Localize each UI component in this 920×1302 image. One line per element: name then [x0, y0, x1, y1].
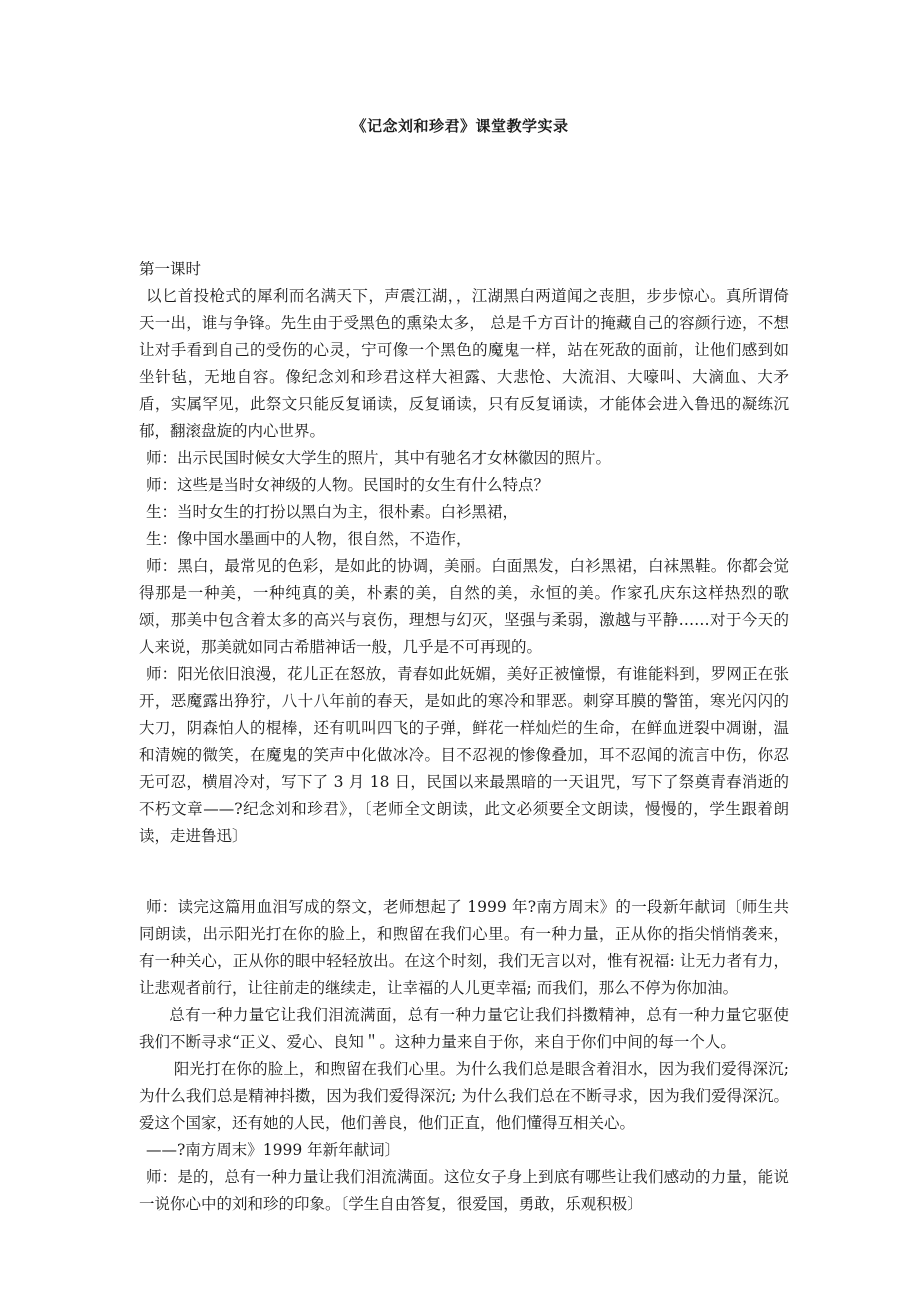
- paragraph-student-answer-1: 生：当时女生的打扮以黑白为主，很朴素。白衫黑裙，: [145, 503, 518, 521]
- paragraph-student-answer-2: 生：像中国水墨画中的人物，很自然，不造作，: [145, 530, 472, 548]
- paragraph-teacher-new-year: 师：读完这篇用血泪写成的祭文，老师想起了 1999 年?南方周末》的一段新年献词〔师生共同朗读，出示阳光打在你的脸上，和煦留在我们心里。有一种力量，正从你的指尖悄悄袭来，有一种关心，正从你的眼中轻轻放出。在这个时刻，我们无言以对，惟有祝福: 让无力者有力，让悲观者前行，让往前走的继续走，让幸福的人儿更幸福; 而我们，那么不停为你加油。: [139, 898, 789, 997]
- lesson-heading: 第一课时: [139, 260, 202, 278]
- paragraph-source-attribution: ——?南方周末》1999 年新年献词〕: [145, 1141, 401, 1159]
- paragraph-teacher-sunshine: 师：阳光依旧浪漫，花儿正在怒放，青春如此妩媚，美好正被憧憬，有谁能料到，罗网正在张开，恶魔露出狰狞，八十八年前的春天，是如此的寒冷和罪恶。刺穿耳膜的警笛，寒光闪闪的大刀，阴森怕人的棍棒，还有叽叫四飞的子弹，鲜花一样灿烂的生命，在鲜血迸裂中凋谢，温和清婉的微笑，在魔鬼的笑声中化做冰冷。目不忍视的惨像叠加，耳不忍闻的流言中伤，你忍无可忍，横眉冷对，写下了 3 月 18 日，民国以来最黑暗的一天诅咒，写下了祭奠青春消逝的不朽文章——?纪念刘和珍君》，〔老师全文朗读，此文必须要全文朗读，慢慢的，学生跟着朗读，走进鲁迅〕: [139, 665, 789, 845]
- document-body: [139, 256, 789, 1218]
- document-title: 《记念刘和珍君》课堂教学实录: [351, 117, 569, 135]
- paragraph-intro: 以匕首投枪式的犀利而名满天下，声震江湖，，江湖黑白两道闻之丧胆，步步惊心。真所谓倚天一出，谁与争锋。先生由于受黑色的熏染太多， 总是千方百计的掩藏自己的容颜行迹，不想让对手看到自己的受伤的心灵，宁可像一个黑色的魔鬼一样，站在死敌的面前，让他们感到如坐针毡，无地自容。像纪念刘和珍君这样大袒露、大悲怆、大流泪、大嚎叫、大滴血、大矛盾，实属罕见，此祭文只能反复诵读，反复诵读，只有反复诵读，才能体会进入鲁迅的凝练沉郁，翻滚盘旋的内心世界。: [139, 287, 789, 440]
- paragraph-teacher-photo: 师：出示民国时候女大学生的照片，其中有驰名才女林徽因的照片。: [145, 449, 611, 467]
- paragraph-power-tears: 总有一种力量它让我们泪流满面，总有一种力量它让我们抖擞精神，总有一种力量它驱使我们不断寻求“正义、爱心、良知＂。这种力量来自于你，来自于你们中间的每一个人。: [139, 1006, 789, 1051]
- paragraph-sunshine-face: 阳光打在你的脸上，和煦留在我们心里。为什么我们总是眼含着泪水，因为我们爱得深沉; 为什么我们总是精神抖擞，因为我们爱得深沉; 为什么我们总在不断寻求，因为我们爱得深沉。爱这个国家，还有她的人民，他们善良，他们正直，他们懂得互相关心。: [139, 1060, 789, 1132]
- paragraph-teacher-question: 师：这些是当时女神级的人物。民国时的女生有什么特点？: [145, 476, 549, 494]
- paragraph-teacher-black-white: 师：黑白，最常见的色彩，是如此的协调，美丽。白面黑发，白衫黑裙，白袜黑鞋。你都会觉得那是一种美，一种纯真的美，朴素的美，自然的美，永恒的美。作家孔庆东这样热烈的歌颂，那美中包含着太多的高兴与哀伤，理想与幻灭，坚强与柔弱，激越与平静……对于今天的人来说，那美就如同古希腊神话一般，几乎是不可再现的。: [139, 557, 789, 656]
- paragraph-spacer: [139, 850, 789, 894]
- paragraph-teacher-impression: 师：是的，总有一种力量让我们泪流满面。这位女子身上到底有哪些让我们感动的力量，能说一说你心中的刘和珍的印象。〔学生自由答复，很爱国，勇敢，乐观积极〕: [139, 1168, 789, 1213]
